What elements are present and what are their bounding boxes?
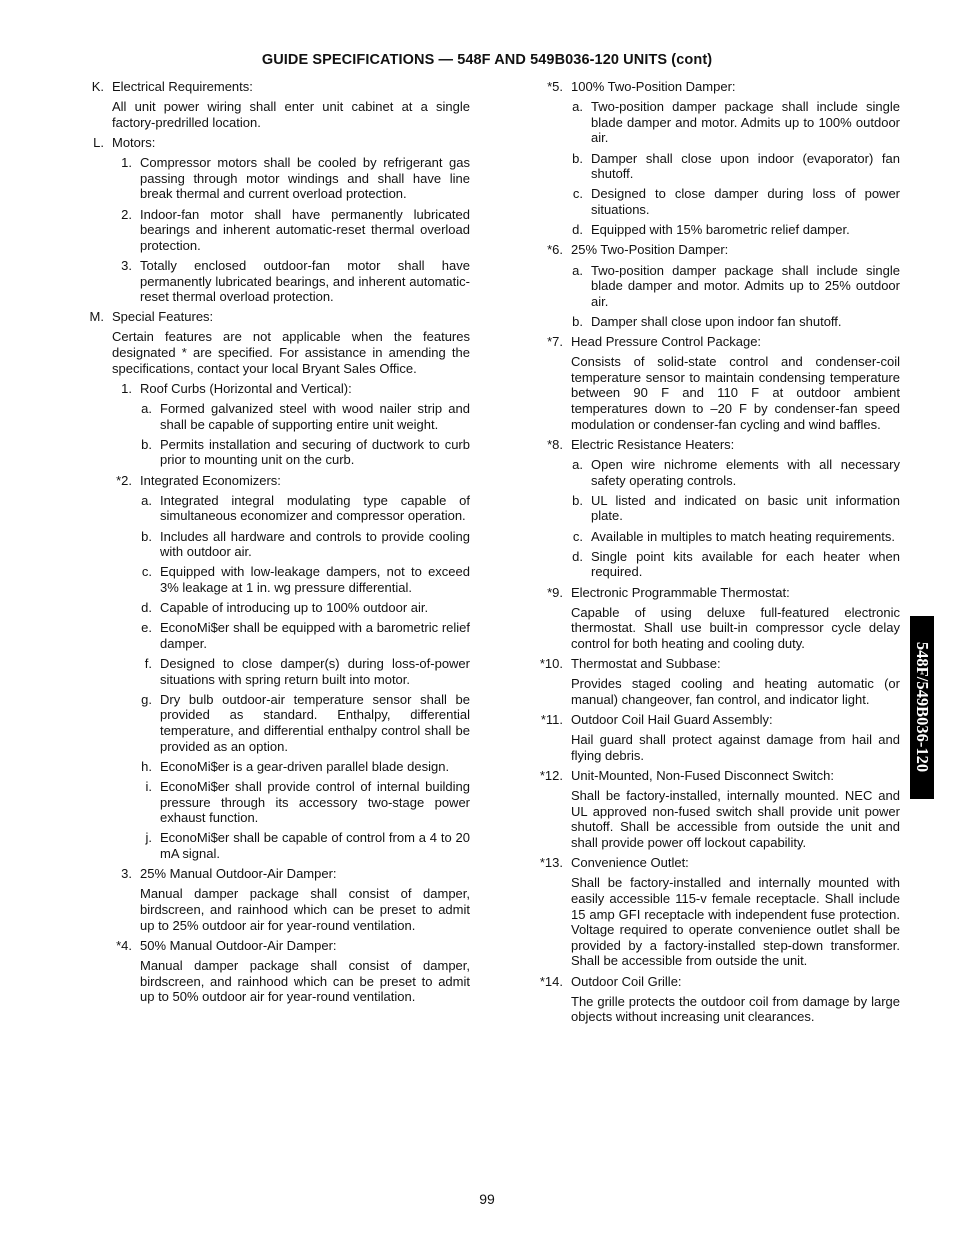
spec-item (535, 222, 900, 238)
spec-item-label: b. (141, 528, 152, 544)
spec-item (86, 564, 470, 595)
spec-item-label: a. (572, 457, 583, 472)
spec-item (86, 155, 470, 202)
spec-paragraph: All unit power wiring shall enter unit cabinet at a single factory-predrilled location. (112, 99, 470, 130)
spec-item-label: 1. (121, 155, 132, 171)
spec-item-text: EconoMi$er is a gear-driven parallel blade design. (160, 758, 450, 774)
spec-item-label: b. (572, 313, 583, 329)
spec-item-label: L. (93, 134, 104, 150)
spec-item-label: *8. (547, 436, 563, 452)
spec-item (535, 242, 900, 258)
spec-paragraph: Consists of solid-state control and condenser-coil temperature sensor to maintain condensing temperature between 90 F and 110 F at outdoor ambient temperatures down to –20 F by condenser-fan speed modulation or condenser-fan cycling and wind baffles. (571, 354, 900, 432)
spec-item-text: Designed to close damper during loss of power situations. (591, 186, 900, 217)
spec-item-label: a. (141, 401, 152, 417)
spec-item (86, 207, 470, 254)
spec-item-text: Single point kits available for each heater when required. (591, 548, 900, 580)
spec-item-label: *10. (539, 656, 563, 672)
spec-item-text: Unit-Mounted, Non-Fused Disconnect Switch: (571, 768, 835, 784)
spec-item (535, 549, 900, 580)
spec-item-label: *6. (547, 242, 563, 258)
spec-item-label: j. (145, 830, 152, 846)
spec-item (86, 830, 470, 861)
spec-item-label: a. (572, 262, 583, 278)
spec-item (535, 99, 900, 146)
spec-item-text: Designed to close damper(s) during loss-of-power situations with spring return built into motor. (160, 656, 470, 687)
spec-item (535, 457, 900, 488)
spec-item-text: Head Pressure Control Package: (571, 334, 762, 350)
spec-paragraph: Shall be factory-installed and internally mounted with easily accessible 115-v female receptacle. Shall include 15 amp GFI receptacle with independent fuse protection. Voltage required to operate convenience outlet shall be provided by a factory-installed step-down transformer. Shall be accessible from outside the unit. (571, 875, 900, 969)
spec-item-text: Two-position damper package shall include single blade damper and motor. Admits up to 25% outdoor air. (591, 262, 900, 309)
spec-item-label: a. (141, 492, 152, 508)
spec-item (86, 401, 470, 432)
spec-item-label: c. (572, 186, 583, 202)
spec-item-text: Formed galvanized steel with wood nailer strip and shall be capable of supporting entire unit weight. (160, 401, 470, 432)
spec-item-text: Available in multiples to match heating requirements. (591, 528, 895, 544)
spec-item-label: g. (141, 691, 152, 707)
spec-item (86, 309, 470, 325)
spec-item (535, 263, 900, 310)
spec-item-text: Electric Resistance Heaters: (571, 436, 735, 452)
spec-item-text: Compressor motors shall be cooled by refrigerant gas passing through motor windings and shall have line break thermal and current overload protection. (140, 155, 470, 202)
spec-item (535, 529, 900, 545)
spec-paragraph: Capable of using deluxe full-featured electronic thermostat. Shall use built-in compressor cycle delay control for both heating and cooling duty. (571, 604, 900, 651)
spec-item-text: Equipped with 15% barometric relief damper. (591, 222, 850, 238)
spec-item (535, 334, 900, 350)
spec-item-text: Convenience Outlet: (571, 855, 689, 871)
spec-item-text: 25% Manual Outdoor-Air Damper: (140, 866, 337, 882)
spec-item (535, 186, 900, 217)
spec-item (86, 493, 470, 524)
spec-item-text: 25% Two-Position Damper: (571, 242, 729, 258)
spec-item-label: b. (572, 150, 583, 166)
spec-item (86, 381, 470, 397)
spec-item-label: c. (141, 564, 152, 580)
spec-item-label: *5. (547, 79, 563, 94)
right-column (535, 79, 900, 1030)
spec-item (86, 258, 470, 305)
spec-item-text: Dry bulb outdoor-air temperature sensor shall be provided as standard. Enthalpy, differential temperature, and differential enthalpy control shall be provided as an option. (160, 691, 470, 754)
spec-item (86, 656, 470, 687)
spec-item-label: *4. (116, 937, 132, 953)
spec-item (86, 620, 470, 651)
spec-item-text: Permits installation and securing of ductwork to curb prior to mounting unit on the curb. (160, 436, 470, 468)
spec-item (86, 473, 470, 489)
spec-paragraph: Provides staged cooling and heating automatic (or manual) changeover, fan control, and indicator light. (571, 676, 900, 707)
spec-item (535, 712, 900, 728)
spec-item-text: Roof Curbs (Horizontal and Vertical): (140, 380, 352, 396)
spec-item-text: 100% Two-Position Damper: (571, 79, 736, 94)
spec-item (535, 314, 900, 330)
spec-item-text: Outdoor Coil Grille: (571, 973, 682, 989)
spec-item-label: b. (572, 492, 583, 508)
spec-item (86, 938, 470, 954)
spec-item (535, 151, 900, 182)
spec-item-label: *14. (539, 973, 563, 989)
spec-item (86, 79, 470, 95)
spec-item-label: d. (572, 222, 583, 238)
spec-item-text: Capable of introducing up to 100% outdoor air. (160, 600, 429, 616)
spec-paragraph: Hail guard shall protect against damage from hail and flying debris. (571, 732, 900, 763)
spec-item-text: 50% Manual Outdoor-Air Damper: (140, 937, 337, 953)
spec-item (535, 656, 900, 672)
spec-item-text: EconoMi$er shall be equipped with a barometric relief damper. (160, 620, 470, 651)
spec-item-text: Motors: (112, 134, 156, 150)
spec-item (86, 437, 470, 468)
spec-item-text: UL listed and indicated on basic unit information plate. (591, 492, 900, 524)
spec-item-text: Integrated Economizers: (140, 472, 281, 488)
spec-item-text: EconoMi$er shall be capable of control from a 4 to 20 mA signal. (160, 830, 470, 861)
spec-item-text: Thermostat and Subbase: (571, 656, 721, 672)
spec-item-text: Totally enclosed outdoor-fan motor shall have permanently lubricated bearings, and inherent automatic-reset thermal overload protection. (140, 257, 470, 305)
spec-item-label: *11. (540, 712, 563, 728)
spec-item-text: Damper shall close upon indoor fan shutoff. (591, 313, 842, 329)
spec-item-text: Damper shall close upon indoor (evaporator) fan shutoff. (591, 150, 900, 182)
spec-item (86, 692, 470, 754)
spec-item-text: Includes all hardware and controls to provide cooling with outdoor air. (160, 528, 470, 560)
spec-item-label: *9. (547, 584, 563, 600)
spec-item-label: K. (91, 79, 104, 94)
spec-item-label: *12. (539, 768, 563, 784)
spec-item (535, 974, 900, 990)
spec-item-label: e. (141, 620, 152, 636)
page-number: 99 (479, 1191, 495, 1207)
spec-item-label: M. (89, 309, 104, 325)
left-column (86, 79, 470, 1009)
spec-item-label: *2. (116, 472, 132, 488)
spec-item-label: a. (572, 99, 583, 115)
model-side-tab (910, 616, 934, 799)
spec-item-label: f. (144, 656, 152, 672)
spec-item-text: Two-position damper package shall include single blade damper and motor. Admits up to 100% outdoor air. (591, 99, 900, 146)
spec-item-text: Electrical Requirements: (112, 79, 253, 94)
spec-item (86, 759, 470, 775)
spec-item (86, 866, 470, 882)
spec-item-text: Special Features: (112, 309, 214, 325)
spec-item-text: Indoor-fan motor shall have permanently lubricated bearings and inherent automatic-reset thermal overload protection. (140, 206, 470, 253)
spec-item (535, 768, 900, 784)
spec-paragraph: Manual damper package shall consist of damper, birdscreen, and rainhood which can be preset to admit up to 25% outdoor air for year-round ventilation. (140, 886, 470, 933)
spec-item-label: i. (145, 779, 152, 795)
spec-item-label: *7. (547, 334, 563, 350)
spec-paragraph: Manual damper package shall consist of damper, birdscreen, and rainhood which can be preset to admit up to 50% outdoor air for year-round ventilation. (140, 957, 470, 1005)
spec-paragraph: Shall be factory-installed, internally mounted. NEC and UL approved non-fused switch shall provide unit power shutoff. Shall be accessible from outside the unit and shall provide power off lockout capability. (571, 788, 900, 850)
spec-item-label: b. (141, 436, 152, 452)
spec-item-label: 3. (121, 866, 132, 882)
spec-item (86, 529, 470, 560)
spec-item (86, 135, 470, 151)
spec-item (535, 855, 900, 871)
spec-item-text: Integrated integral modulating type capable of simultaneous economizer and compressor operation. (160, 492, 470, 524)
spec-item (86, 779, 470, 826)
spec-item-label: 2. (121, 206, 132, 222)
spec-item (535, 585, 900, 601)
spec-paragraph: The grille protects the outdoor coil from damage by large objects without increasing unit clearances. (571, 993, 900, 1025)
spec-item-label: d. (141, 600, 152, 616)
spec-item-label: h. (141, 758, 152, 774)
spec-item-text: Equipped with low-leakage dampers, not to exceed 3% leakage at 1 in. wg pressure differential. (160, 564, 470, 595)
spec-item-label: 1. (121, 380, 132, 396)
spec-item (535, 79, 900, 95)
spec-paragraph: Certain features are not applicable when the features designated * are specified. For assistance in amending the specifications, contact your local Bryant Sales Office. (112, 329, 470, 376)
side-tab-label: 548F/549B036-120 (913, 641, 932, 773)
spec-item-label: 3. (121, 257, 132, 273)
spec-item-text: Electronic Programmable Thermostat: (571, 584, 790, 600)
spec-item-text: Outdoor Coil Hail Guard Assembly: (571, 712, 773, 728)
spec-item-label: d. (572, 548, 583, 564)
spec-item-text: EconoMi$er shall provide control of internal building pressure through its accessory two-stage power exhaust function. (160, 779, 470, 826)
page-title: GUIDE SPECIFICATIONS — 548F AND 549B036-120 UNITS (cont) (261, 52, 713, 68)
spec-item-label: c. (572, 528, 583, 544)
spec-item-text: Open wire nichrome elements with all necessary safety operating controls. (591, 457, 900, 488)
spec-item (535, 437, 900, 453)
spec-item (535, 493, 900, 524)
spec-item (86, 600, 470, 616)
spec-item-label: *13. (539, 855, 563, 871)
